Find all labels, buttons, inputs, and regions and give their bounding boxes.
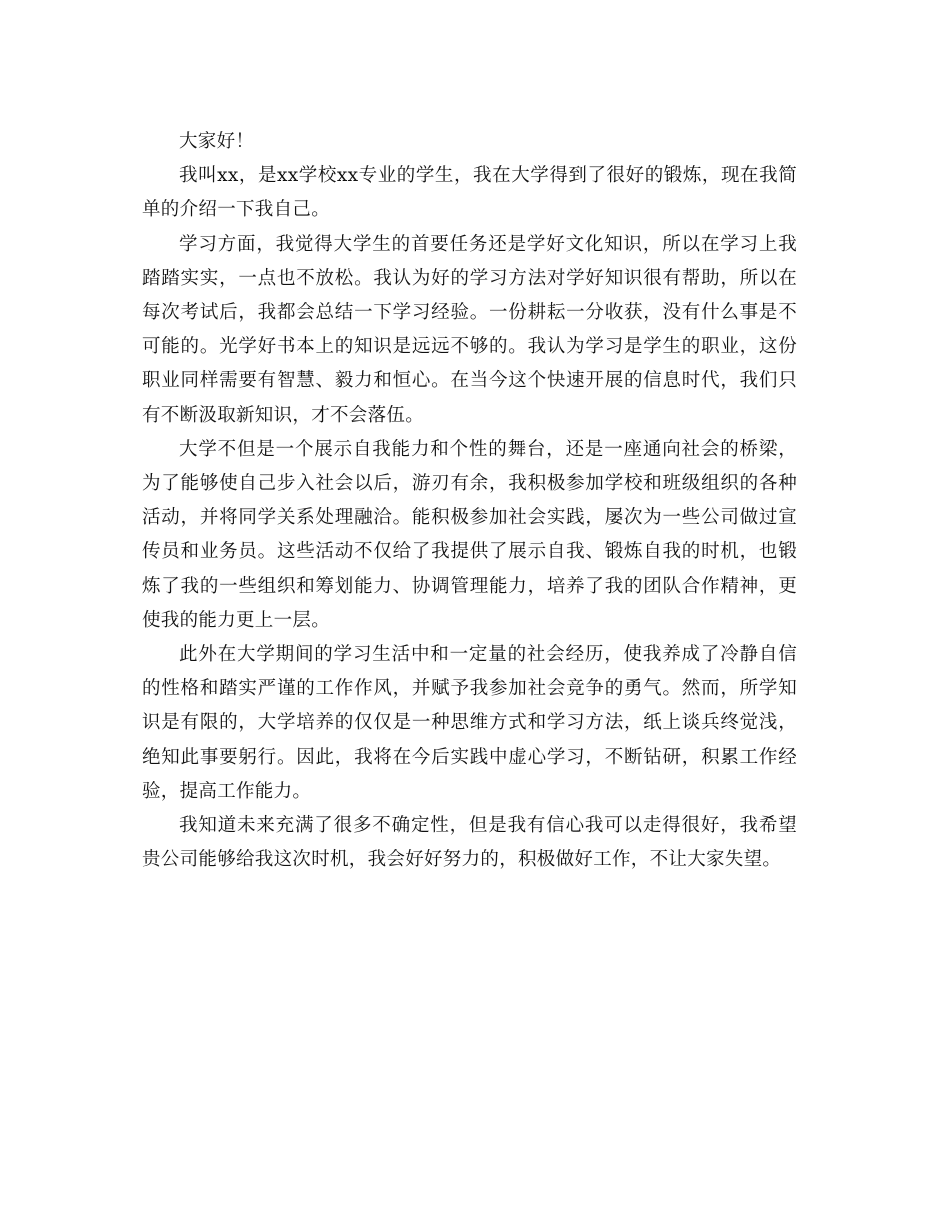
paragraph-study: 学习方面，我觉得大学生的首要任务还是学好文化知识，所以在学习上我踏踏实实，一点也不放松。我认为好的学习方法对学好知识很有帮助，所以在每次考试后，我都会总结一下学习经验。一份耕耘一分收获，没有什么事是不可能的。光学好书本上的知识是远远不够的。我认为学习是学生的职业，这份职业同样需要有智慧、毅力和恒心。在当今这个快速开展的信息时代，我们只有不断汲取新知识，才不会落伍。 xyxy=(142,233,797,426)
paragraph-closing: 我知道未来充满了很多不确定性，但是我有信心我可以走得很好，我希望贵公司能够给我这次时机，我会好好努力的，积极做好工作，不让大家失望。 xyxy=(142,815,797,871)
paragraph-greeting: 大家好！ xyxy=(179,131,255,152)
document-body xyxy=(142,125,797,877)
paragraph-experience: 此外在大学期间的学习生活中和一定量的社会经历，使我养成了冷静自信的性格和踏实严谨的工作作风，并赋予我参加社会竞争的勇气。然而，所学知识是有限的，大学培养的仅仅是一种思维方式和学习方法，纸上谈兵终觉浅，绝知此事要躬行。因此，我将在今后实践中虚心学习，不断钻研，积累工作经验，提高工作能力。 xyxy=(142,644,797,802)
paragraph-introduction: 我叫xx，是xx学校xx专业的学生，我在大学得到了很好的锻炼，现在我简单的介绍一下我自己。 xyxy=(142,165,797,221)
paragraph-activities: 大学不但是一个展示自我能力和个性的舞台，还是一座通向社会的桥梁，为了能够使自己步入社会以后，游刃有余，我积极参加学校和班级组织的各种活动，并将同学关系处理融洽。能积极参加社会实践，屡次为一些公司做过宣传员和业务员。这些活动不仅给了我提供了展示自我、锻炼自我的时机，也锻炼了我的一些组织和筹划能力、协调管理能力，培养了我的团队合作精神，更使我的能力更上一层。 xyxy=(142,438,797,631)
